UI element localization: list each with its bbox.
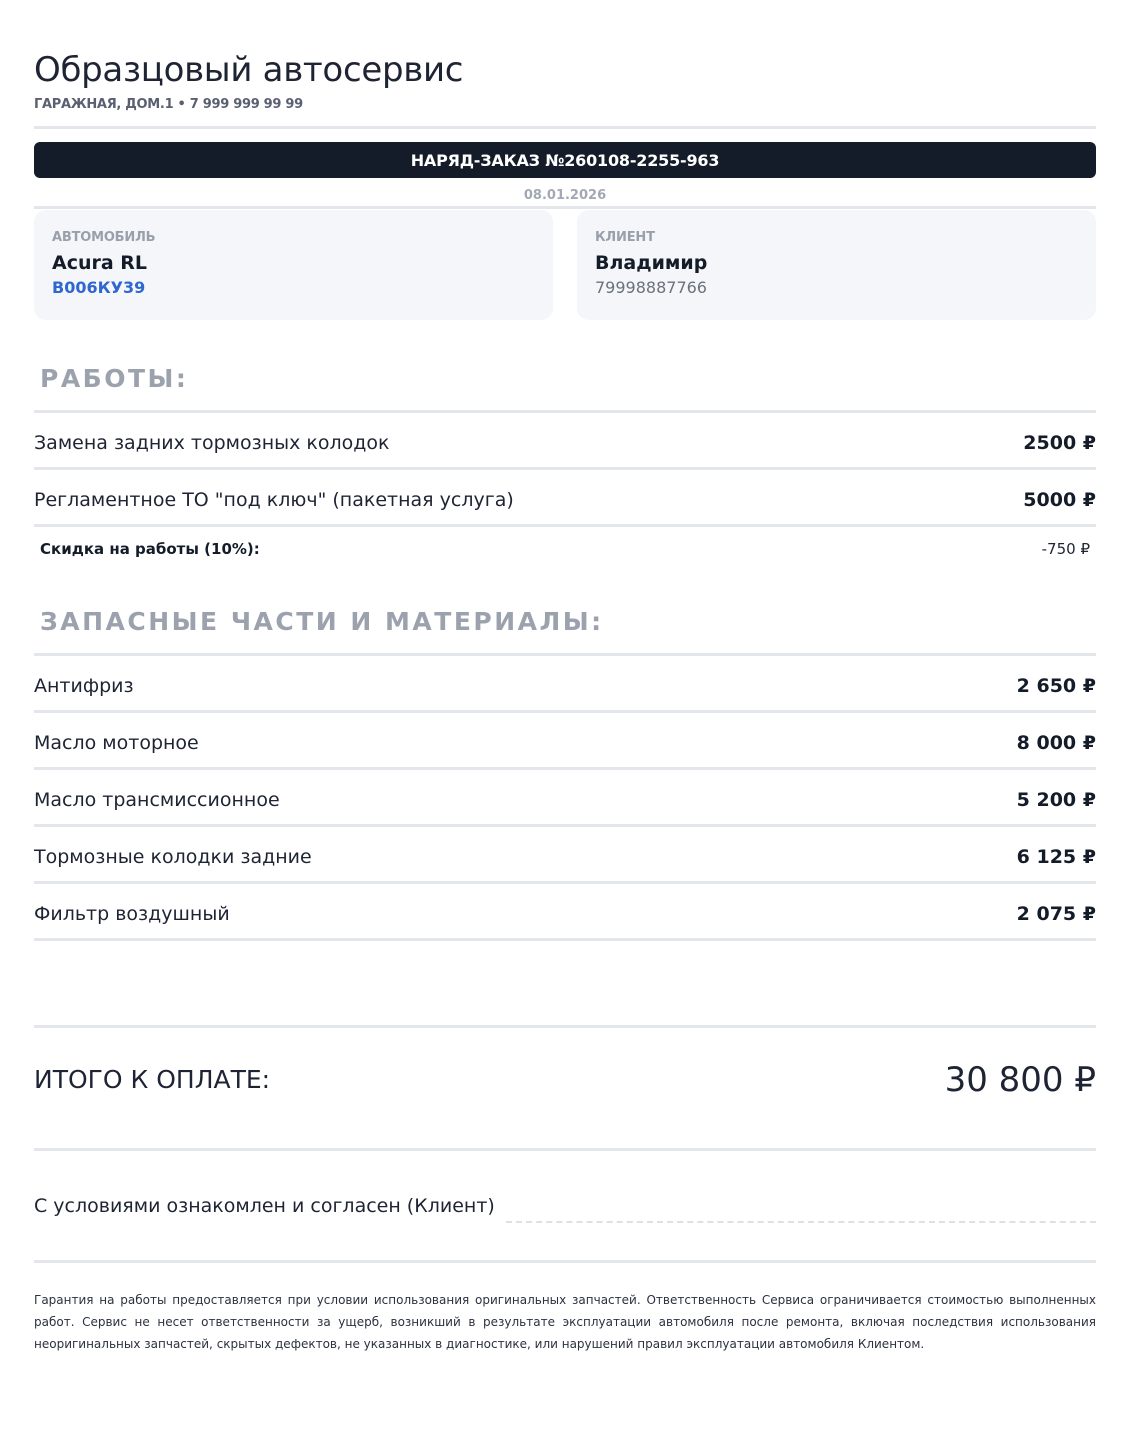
divider xyxy=(34,653,1096,656)
part-row xyxy=(34,885,1096,942)
part-price: 2 650 ₽ xyxy=(1016,674,1096,697)
work-row xyxy=(34,414,1096,471)
car-label: АВТОМОБИЛЬ xyxy=(52,230,156,245)
parts-section-title: ЗАПАСНЫЕ ЧАСТИ И МАТЕРИАЛЫ: xyxy=(40,607,604,636)
divider xyxy=(34,767,1096,770)
work-price: 5000 ₽ xyxy=(1023,488,1096,511)
part-price: 2 075 ₽ xyxy=(1016,902,1096,925)
work-name: Замена задних тормозных колодок xyxy=(34,431,390,454)
works-section-title: РАБОТЫ: xyxy=(40,364,189,393)
client-label: КЛИЕНТ xyxy=(595,230,655,245)
divider xyxy=(34,1148,1096,1151)
divider xyxy=(34,467,1096,470)
part-name: Фильтр воздушный xyxy=(34,902,230,925)
part-row xyxy=(34,771,1096,828)
part-row xyxy=(34,714,1096,771)
divider xyxy=(34,881,1096,884)
part-price: 8 000 ₽ xyxy=(1016,731,1096,754)
company-name: Образцовый автосервис xyxy=(34,50,464,90)
total-value: 30 800 ₽ xyxy=(944,1060,1096,1100)
divider xyxy=(34,824,1096,827)
divider xyxy=(34,938,1096,941)
divider xyxy=(34,126,1096,129)
part-name: Масло моторное xyxy=(34,731,199,754)
car-card xyxy=(34,210,553,320)
car-model: Acura RL xyxy=(52,252,148,274)
signature-line xyxy=(506,1221,1096,1223)
work-row xyxy=(34,471,1096,528)
signature-label: С условиями ознакомлен и согласен (Клиент) xyxy=(34,1195,495,1217)
part-price: 5 200 ₽ xyxy=(1016,788,1096,811)
car-plate: В006КУ39 xyxy=(52,278,146,297)
part-name: Тормозные колодки задние xyxy=(34,845,312,868)
works-discount-row xyxy=(40,540,1090,558)
part-name: Антифриз xyxy=(34,674,134,697)
discount-value: -750 ₽ xyxy=(1041,540,1090,558)
part-row xyxy=(34,828,1096,885)
divider xyxy=(34,524,1096,527)
part-name: Масло трансмиссионное xyxy=(34,788,280,811)
work-price: 2500 ₽ xyxy=(1023,431,1096,454)
divider xyxy=(34,710,1096,713)
total-label: ИТОГО К ОПЛАТЕ: xyxy=(34,1065,271,1094)
warranty-terms: Гарантия на работы предоставляется при условии использования оригинальных запчастей. Ответственность Сервиса ограничивается стоимостью выполненных работ. Сервис не несет ответственности за ущерб, возникший в результате эксплуатации автомобиля после ремонта, включая последствия использования неоригинальных запчастей, скрытых дефектов, не указанных в диагностике, или нарушений правил эксплуатации автомобиля Клиентом. xyxy=(34,1293,1096,1351)
order-date: 08.01.2026 xyxy=(523,188,607,203)
client-name: Владимир xyxy=(595,252,708,274)
divider xyxy=(34,410,1096,413)
divider xyxy=(34,1260,1096,1263)
discount-label: Скидка на работы (10%): xyxy=(40,540,260,558)
company-address-phone: ГАРАЖНАЯ, ДОМ.1 • 7 999 999 99 99 xyxy=(34,97,303,112)
divider xyxy=(34,206,1096,209)
part-row xyxy=(34,657,1096,714)
client-phone: 79998887766 xyxy=(595,278,707,297)
work-name: Регламентное ТО "под ключ" (пакетная услуга) xyxy=(34,488,514,511)
order-number-bar xyxy=(34,142,1096,178)
client-card xyxy=(577,210,1096,320)
part-price: 6 125 ₽ xyxy=(1016,845,1096,868)
order-title: НАРЯД-ЗАКАЗ №260108-2255-963 xyxy=(410,150,720,170)
divider xyxy=(34,1025,1096,1028)
